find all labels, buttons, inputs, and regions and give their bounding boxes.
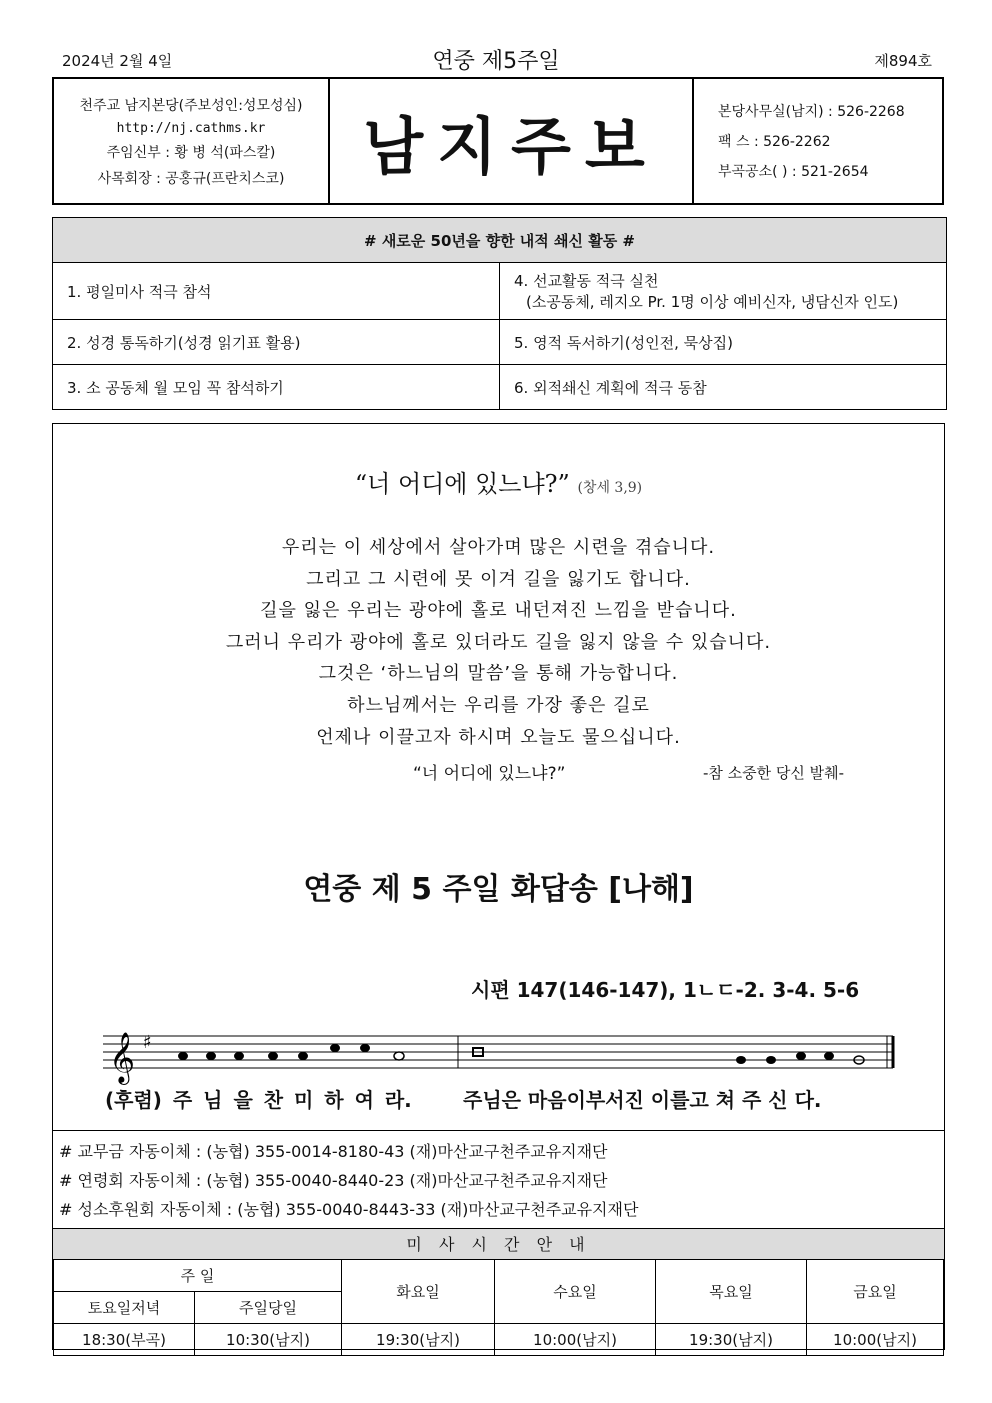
mass-times-title: 미 사 시 간 안 내 (53, 1228, 944, 1260)
reflection-ref: (창세 3,9) (577, 480, 643, 496)
mass-time: 19:30(남지) (656, 1324, 807, 1356)
fri-header: 금요일 (807, 1260, 944, 1324)
activities-table (52, 217, 947, 410)
contact-info (692, 79, 942, 203)
mass-time: 19:30(남지) (342, 1324, 495, 1356)
mass-time: 10:30(남지) (195, 1324, 342, 1356)
accounts (53, 1130, 944, 1224)
wed-header: 수요일 (495, 1260, 656, 1324)
account-funeral: # 연령회 자동이체 : (농협) 355-0040-8440-23 (재)마산교구천주교유지재단 (59, 1171, 608, 1190)
masthead (52, 77, 944, 205)
reflection-last-line: “너 어디에 있느냐?” (413, 764, 566, 784)
thu-header: 목요일 (656, 1260, 807, 1324)
psalm-title: 연중 제 5 주일 화답송 [나해] (303, 872, 694, 907)
mass-times-table (53, 1259, 944, 1356)
bulletin-name: 남지주보 (363, 109, 659, 183)
activity-6: 6. 외적쇄신 계획에 적극 동참 (500, 365, 947, 410)
tue-header: 화요일 (342, 1260, 495, 1324)
psalm-reference: 시편 147(146-147), 1ㄴㄷ-2. 3-4. 5-6 (471, 978, 860, 1002)
reflection-text: 우리는 이 세상에서 살아가며 많은 시련을 겪습니다. 그리고 그 시련에 못 이겨 길을 잃기도 합니다. 길을 잃은 우리는 광야에 홀로 내던져진 느낌을 받습니다. 그러니 우리가 광야에 홀로 있더라도 길을 잃지 않을 수 있습니다. 그것은 ‘하느님의 말씀’을 통해 가능합니다. 하느님께서는 우리를 가장 좋은 길로 언제나 이끌고자 하시며 오늘도 물으십니다. (225, 537, 772, 748)
parish-url[interactable]: http://nj.cathms.kr (116, 120, 266, 136)
activity-1: 1. 평일미사 적극 참석 (53, 263, 500, 320)
reflection-source: -참 소중한 당신 발췌- (703, 764, 845, 782)
contact-office: 본당사무실(남지) : 526-2268 (718, 104, 905, 120)
issue-number: 제894호 (874, 52, 932, 70)
mass-time: 10:00(남지) (495, 1324, 656, 1356)
activity-2: 2. 성경 통독하기(성경 읽기표 활용) (53, 320, 500, 365)
mass-time: 10:00(남지) (807, 1324, 944, 1356)
contact-fax: 팩 스 : 526-2262 (718, 134, 831, 150)
account-dues: # 교무금 자동이체 : (농협) 355-0014-8180-43 (재)마산교구천주교유지재단 (59, 1142, 608, 1161)
council-chair: 사목회장 : 공홍규(프란치스코) (97, 170, 285, 187)
activities-title: # 새로운 50년을 향한 내적 쇄신 활동 # (53, 218, 947, 263)
parish-name: 천주교 남지본당(주보성인:성모성심) (79, 97, 303, 114)
psalm-verse: 주님은 마음이부서진 이를고 쳐 주 신 다. (463, 1088, 822, 1112)
contact-bugok: 부곡공소( ) : 521-2654 (718, 164, 869, 180)
page-title: 연중 제5주일 (432, 49, 560, 74)
activity-4: 4. 선교활동 적극 실천 (소공동체, 레지오 Pr. 1명 이상 예비신자, 냉담신자 인도) (500, 263, 947, 320)
notes (178, 1044, 834, 1064)
activity-3: 3. 소 공동체 월 모임 꼭 참석하기 (53, 365, 500, 410)
treble-clef-icon: 𝄞 (109, 1032, 136, 1083)
parish-info (54, 79, 330, 203)
sharp-icon: ♯ (143, 1032, 152, 1053)
psalm-refrain: (후렴) 주 님 을 찬 미 하 여 라. (105, 1088, 412, 1112)
mass-time: 18:30(부곡) (54, 1324, 195, 1356)
sunday-header: 주 일 (54, 1260, 342, 1292)
sat-eve-header: 토요일저녁 (54, 1292, 195, 1324)
main-box (52, 423, 945, 1350)
account-vocation: # 성소후원회 자동이체 : (농협) 355-0040-8443-33 (재)마산교구천주교유지재단 (59, 1200, 639, 1219)
activity-5: 5. 영적 독서하기(성인전, 묵상집) (500, 320, 947, 365)
sun-day-header: 주일당일 (195, 1292, 342, 1324)
bulletin-date: 2024년 2월 4일 (62, 52, 173, 70)
reflection-title: “너 어디에 있느냐?” (창세 3,9) (354, 470, 643, 498)
pastor: 주임신부 : 황 병 석(파스칼) (106, 144, 276, 161)
